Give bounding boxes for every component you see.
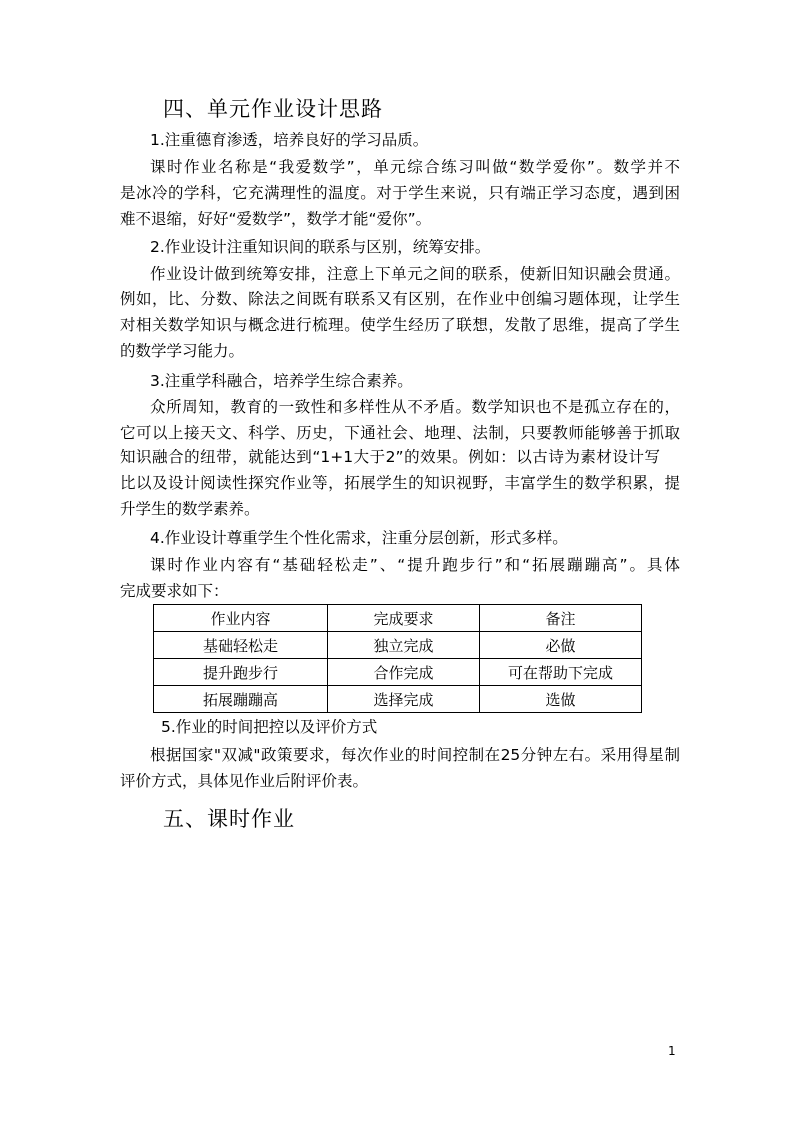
point2-line-3: 对相关数学知识与概念进行梳理。使学生经历了联想，发散了思维，提高了学生 — [120, 316, 680, 334]
table-cell: 提升跑步行 — [154, 659, 328, 686]
table-header-cell: 完成要求 — [328, 605, 480, 632]
table-cell: 合作完成 — [328, 659, 480, 686]
point1-line-1: 课时作业名称是“我爱数学”，单元综合练习叫做“数学爱你”。数学并不 — [150, 158, 680, 176]
table-cell: 选择完成 — [328, 686, 480, 713]
table-row — [154, 659, 642, 686]
table-cell: 拓展蹦蹦高 — [154, 686, 328, 713]
homework-requirements-table — [153, 604, 642, 713]
page-number: 1 — [668, 1044, 676, 1058]
point2-line-4: 的数学学习能力。 — [120, 342, 245, 360]
point5-line-2: 评价方式，具体见作业后附评价表。 — [120, 772, 369, 790]
table-cell: 基础轻松走 — [154, 632, 328, 659]
point2-line-1: 作业设计做到统筹安排，注意上下单元之间的联系，使新旧知识融会贯通。 — [150, 265, 680, 283]
point1-title: 1.注重德育渗透，培养良好的学习品质。 — [150, 131, 429, 149]
table-row — [154, 632, 642, 659]
point3-line-1: 众所周知，教育的一致性和多样性从不矛盾。数学知识也不是孤立存在的， — [150, 398, 680, 416]
point3-title: 3.注重学科融合，培养学生综合素养。 — [150, 372, 413, 390]
point5-title: 5.作业的时间把控以及评价方式 — [161, 718, 378, 736]
section4-heading: 四、单元作业设计思路 — [163, 97, 383, 121]
table-cell: 必做 — [480, 632, 642, 659]
point3-line-2: 它可以上接天文、科学、历史，下通社会、地理、法制，只要教师能够善于抓取 — [120, 424, 680, 442]
point2-line-2: 例如，比、分数、除法之间既有联系又有区别，在作业中创编习题体现，让学生 — [120, 290, 680, 308]
point1-line-2: 是冰冷的学科，它充满理性的温度。对于学生来说，只有端正学习态度，遇到困 — [120, 184, 680, 202]
point4-line-1: 课时作业内容有“基础轻松走”、“提升跑步行”和“拓展蹦蹦高”。具体 — [150, 556, 680, 574]
point4-title: 4.作业设计尊重学生个性化需求，注重分层创新，形式多样。 — [150, 529, 568, 547]
point1-line-3: 难不退缩，好好“爱数学”，数学才能“爱你”。 — [120, 210, 432, 228]
point3-line-5: 升学生的数学素养。 — [120, 500, 260, 518]
point5-line-1: 根据国家"双减"政策要求，每次作业的时间控制在25分钟左右。采用得星制 — [150, 746, 680, 764]
point4-line-2: 完成要求如下： — [120, 582, 229, 600]
point2-title: 2.作业设计注重知识间的联系与区别，统筹安排。 — [150, 238, 491, 256]
table-header-cell: 作业内容 — [154, 605, 328, 632]
table-cell: 可在帮助下完成 — [480, 659, 642, 686]
point3-line-3: 知识融合的纽带，就能达到“1+1大于2”的效果。例如：以古诗为素材设计写 — [120, 448, 660, 466]
table-header-cell: 备注 — [480, 605, 642, 632]
table-cell: 选做 — [480, 686, 642, 713]
table-cell: 独立完成 — [328, 632, 480, 659]
table-header-row — [154, 605, 642, 632]
table-row — [154, 686, 642, 713]
section5-heading: 五、课时作业 — [163, 807, 295, 831]
point3-line-4: 比以及设计阅读性探究作业等，拓展学生的知识视野，丰富学生的数学积累，提 — [120, 474, 680, 492]
